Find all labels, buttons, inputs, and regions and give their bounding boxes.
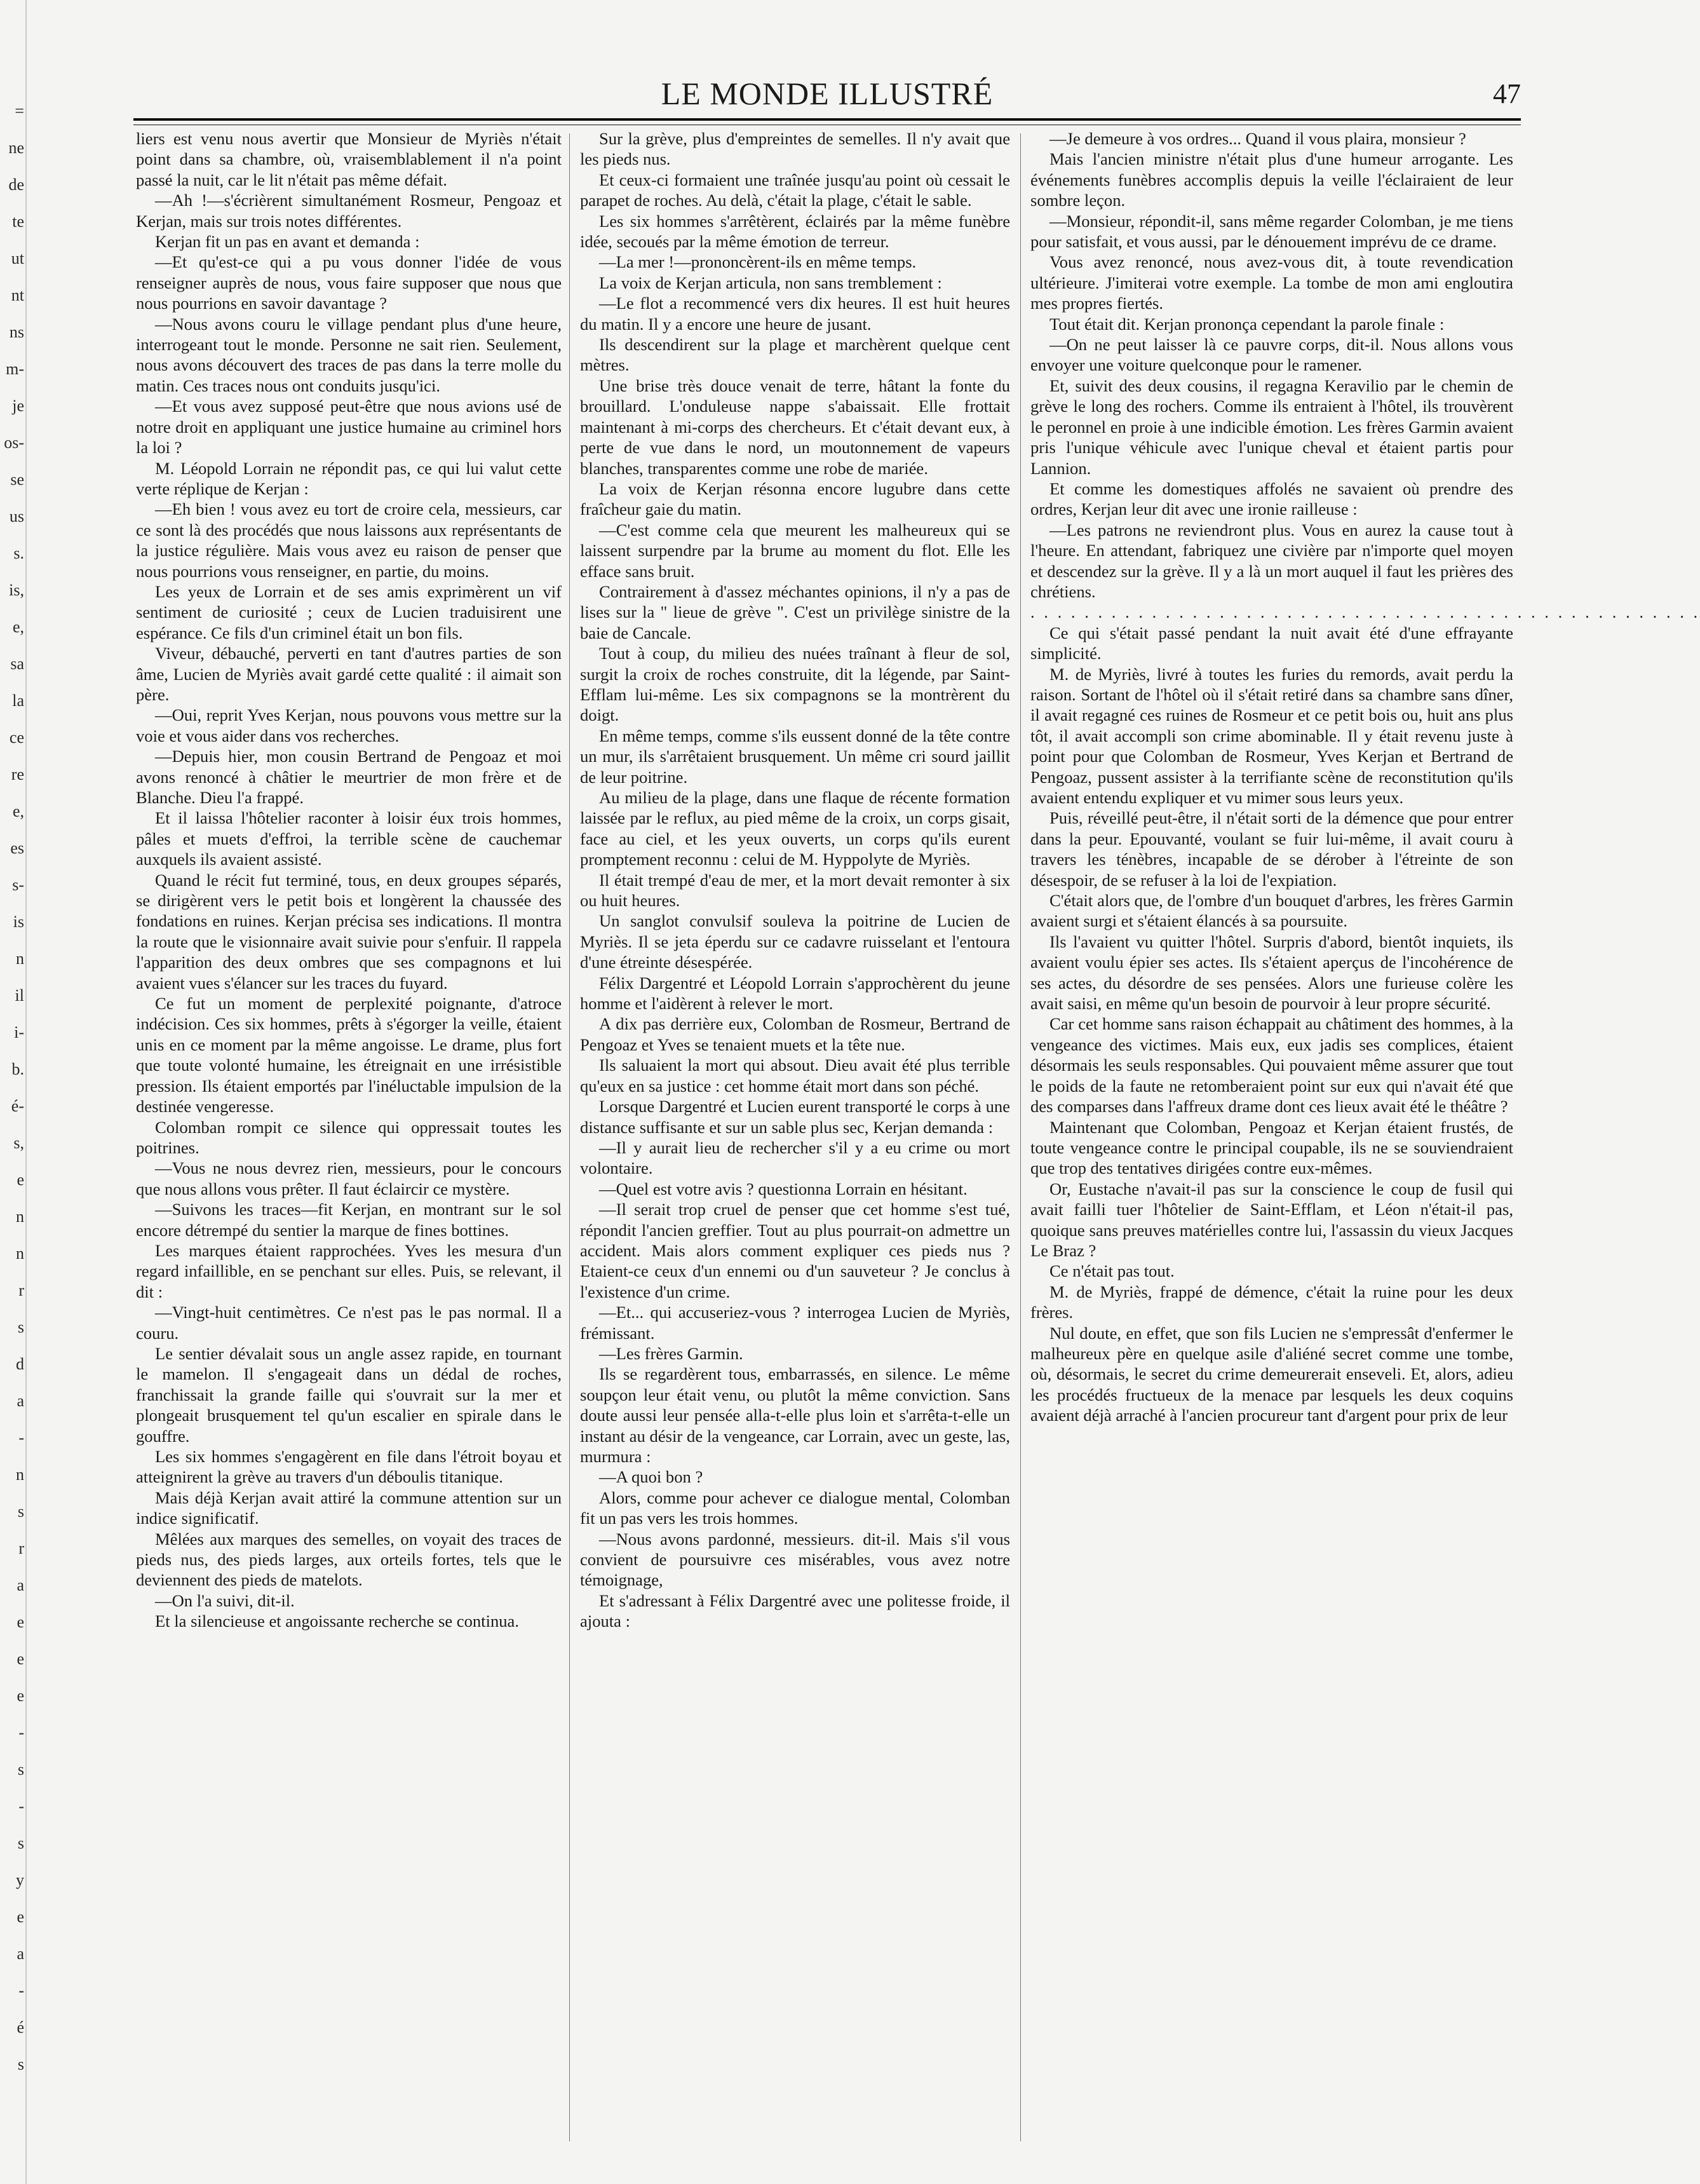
margin-fragment: es xyxy=(10,839,24,857)
paragraph: Ce fut un moment de perplexité poignante, d'atroce indécision. Ces six hommes, prêts à s'égorger la veille, étaient unis en ce moment par la même angoisse. Le drame, plus fort que toute volonté humaine, les étreignait en une irrésistible pression. Ils étaient emportés par l'inéluctable impulsion de la destinée vengeresse. xyxy=(136,994,562,1116)
margin-fragment: la xyxy=(12,691,24,710)
paragraph: liers est venu nous avertir que Monsieur de Myriès n'était point dans sa chambre, où, vraisemblablement il n'a point passé la nuit, car le lit n'était pas même défait. xyxy=(136,129,562,189)
paragraph: Or, Eustache n'avait-il pas sur la conscience le coup de fusil qui avait failli tuer l'hôtelier de Saint-Efflam, et Léon n'était-il pas, quoique sans preuves matérielles contre lui, l'assassin du vieux Jacques Le Braz ? xyxy=(1030,1179,1513,1260)
margin-fragment: ut xyxy=(11,249,24,268)
margin-fragment: d xyxy=(16,1355,24,1373)
paragraph: Et la silencieuse et angoissante recherche se continua. xyxy=(155,1611,519,1631)
page-header xyxy=(133,75,1521,116)
margin-fragment: a xyxy=(17,1944,24,1963)
paragraph: M. de Myriès, frappé de démence, c'était la ruine pour les deux frères. xyxy=(1030,1282,1513,1322)
margin-fragment: nt xyxy=(11,286,24,304)
paragraph: Et comme les domestiques affolés ne savaient où prendre des ordres, Kerjan leur dit avec une ironie railleuse : xyxy=(1030,478,1513,519)
margin-fragment: s xyxy=(17,1760,24,1779)
margin-fragment: ce xyxy=(9,728,24,747)
margin-fragment: - xyxy=(18,1797,24,1815)
paragraph: Et s'adressant à Félix Dargentré avec une politesse froide, il ajouta : xyxy=(580,1591,1010,1631)
paragraph: C'était alors que, de l'ombre d'un bouquet d'arbres, les frères Garmin avaient surgi et s'étaient élancés à sa poursuite. xyxy=(1030,891,1513,931)
paragraph: —La mer !—prononcèrent-ils en même temps. xyxy=(599,252,917,272)
paragraph: Mêlées aux marques des semelles, on voyait des traces de pieds nus, des pieds larges, aux orteils fortes, tels que le deviennent des pieds de matelots. xyxy=(136,1529,562,1590)
column-divider xyxy=(1020,133,1021,2141)
margin-fragment: é xyxy=(17,2018,24,2037)
paragraph: —Suivons les traces—fit Kerjan, en montrant sur le sol encore détrempé du sentier la marque de fines bottines. xyxy=(136,1200,562,1240)
margin-fragment: s xyxy=(17,1834,24,1852)
paragraph: —Depuis hier, mon cousin Bertrand de Pengoaz et moi avons renoncé à châtier le meurtrier de mon frère et de Blanche. Dieu l'a frappé. xyxy=(136,747,562,807)
paragraph: Il était trempé d'eau de mer, et la mort devait remonter à six ou huit heures. xyxy=(580,870,1010,911)
paragraph: Félix Dargentré et Léopold Lorrain s'approchèrent du jeune homme et l'aidèrent à relever le mort. xyxy=(580,973,1010,1014)
paragraph: —Nous avons pardonné, messieurs. dit-il. Mais s'il vous convient de poursuivre ces misérables, vous avez notre témoignage, xyxy=(580,1529,1010,1590)
paragraph: —A quoi bon ? xyxy=(599,1467,703,1487)
paragraph: Ce qui s'était passé pendant la nuit avait été d'une effrayante simplicité. xyxy=(1030,623,1513,663)
paragraph: —Monsieur, répondit-il, sans même regarder Colomban, je me tiens pour satisfait, et vous aussi, par le dénouement imprévu de ce drame. xyxy=(1030,211,1513,252)
margin-fragment: = xyxy=(15,102,24,120)
margin-fragment: - xyxy=(18,1428,24,1447)
paragraph: —Quel est votre avis ? questionna Lorrain en hésitant. xyxy=(599,1179,968,1198)
margin-fragment: re xyxy=(11,765,24,783)
paragraph: —Ah !—s'écrièrent simultanément Rosmeur, Pengoaz et Kerjan, mais sur trois notes différentes. xyxy=(136,191,562,231)
margin-fragment: a xyxy=(17,1392,24,1410)
paragraph: Lorsque Dargentré et Lucien eurent transporté le corps à une distance suffisante et sur un sable plus sec, Kerjan demanda : xyxy=(580,1097,1010,1137)
margin-fragment: - xyxy=(18,1723,24,1742)
left-margin-gutter xyxy=(0,0,27,2184)
paragraph: Et ceux-ci formaient une traînée jusqu'au point où cessait le parapet de roches. Au delà, c'était la plage, c'était le sable. xyxy=(580,170,1010,210)
margin-fragment: n xyxy=(16,1465,24,1484)
paragraph: Ils l'avaient vu quitter l'hôtel. Surpris d'abord, bientôt inquiets, ils avaient voulu épier ses actes. Ils s'étaient aperçus de l'incohérence de ses actes, du désordre de ses pensées. Alors une furieuse colère les avait saisi, en même qu'un besoin de pourvoir à leur propre sécurité. xyxy=(1030,932,1513,1014)
margin-fragment: e, xyxy=(12,618,24,636)
paragraph: Vous avez renoncé, nous avez-vous dit, à toute revendication ultérieure. J'imiterai votre exemple. La tombe de mon ami engloutira mes propres fiertés. xyxy=(1030,252,1513,313)
margin-fragment: - xyxy=(18,1981,24,2000)
margin-fragment: r xyxy=(18,1539,24,1557)
margin-fragment: e, xyxy=(12,802,24,820)
paragraph: —Et qu'est-ce qui a pu vous donner l'idée de vous renseigner auprès de nous, vous faire supposer que nous que nous pourrions en savoir davantage ? xyxy=(136,252,562,313)
margin-fragment: is xyxy=(13,912,24,931)
margin-fragment: s. xyxy=(13,544,24,562)
paragraph: Puis, réveillé peut-être, il n'était sorti de la démence que pour entrer dans la peur. Epouvanté, voulant se fuir lui-même, il avait couru à travers les ténèbres, incapable de se dérober à l'étreinte de son désespoir, de se refuser à la loi de l'expiation. xyxy=(1030,808,1513,890)
paragraph: Tout était dit. Kerjan prononça cependant la parole finale : xyxy=(1049,314,1445,334)
paragraph: Les six hommes s'engagèrent en file dans l'étroit boyau et atteignirent la grève au travers d'un déboulis titanique. xyxy=(136,1447,562,1487)
margin-fragment: y xyxy=(16,1871,24,1889)
margin-fragment: is, xyxy=(9,581,24,599)
margin-fragment: é- xyxy=(11,1097,24,1115)
paragraph: —Vingt-huit centimètres. Ce n'est pas le pas normal. Il a couru. xyxy=(136,1303,562,1343)
margin-fragment: e xyxy=(17,1170,24,1189)
paragraph: Une brise très douce venait de terre, hâtant la fonte du brouillard. L'onduleuse nappe s'abaissait. Elle frottait maintenant à mi-corps des chercheurs. Et c'était devant eux, à perte de vue dans le nord, un moutonnement de vapeurs blanches, transparentes comme une robe de mariée. xyxy=(580,376,1010,478)
margin-fragment: m- xyxy=(6,360,24,378)
margin-fragment: os- xyxy=(4,433,24,452)
paragraph: Contrairement à d'assez méchantes opinions, il n'y a pas de lises sur la " lieue de grève ". C'est un privilège sinistre de la baie de Cancale. xyxy=(580,581,1010,642)
paragraph: Maintenant que Colomban, Pengoaz et Kerjan étaient frustés, de toute vengeance contre le principal coupable, ils ne se souviendraient que trop des tentatives dirigées contre eux-mêmes. xyxy=(1030,1117,1513,1178)
margin-fragment: ne xyxy=(8,139,24,157)
margin-fragment: sa xyxy=(10,655,24,673)
margin-fragment: n xyxy=(16,1244,24,1263)
margin-fragment: e xyxy=(17,1650,24,1668)
margin-fragment: se xyxy=(10,470,24,489)
paragraph: Au milieu de la plage, dans une flaque de récente formation laissée par le reflux, au pied même de la croix, un corps gisait, face au ciel, et les yeux ouverts, un corps qu'ils eurent promptement reconnu : celui de M. Hyppolyte de Myriès. xyxy=(580,788,1010,869)
paragraph: —Nous avons couru le village pendant plus d'une heure, interrogeant tout le monde. Personne ne sait rien. Seulement, nous avons découvert des traces de pas dans la terre molle du matin. Ces traces nous ont conduits jusqu'ici. xyxy=(136,314,562,395)
paragraph: Ils descendirent sur la plage et marchèrent quelque cent mètres. xyxy=(580,335,1010,375)
margin-fragment: r xyxy=(18,1281,24,1299)
paragraph: La voix de Kerjan articula, non sans tremblement : xyxy=(599,273,942,292)
paragraph: Nul doute, en effet, que son fils Lucien ne s'empressât d'enfermer le malheureux père en quelque asile d'aliéné secret comme une tombe, où, désormais, le secret du crime demeurerait enseveli. Et, alors, adieu les procédés fructueux de la menace par lesquels les deux coquins avaient déjà arraché à l'ancien procureur tant d'argent pour prix de leur xyxy=(1030,1323,1513,1425)
margin-fragment: s, xyxy=(13,1134,24,1152)
header-rule-thick xyxy=(133,118,1521,121)
paragraph: M. de Myriès, livré à toutes les furies du remords, avait perdu la raison. Sortant de l'hôtel où il s'était retiré dans sa chambre sans dîner, il avait regagné ces ruines de Rosmeur et ce petit bois ou, huit ans plus tôt, il avait accompli son crime abominable. Il y était revenu juste à point pour que Colomban de Rosmeur, Yves Kerjan et Bertrand de Pengoaz, pussent assister à la terrifiante scène de reconstitution qu'ils avaient entendu expliquer et vu mimer sous leurs yeux. xyxy=(1030,664,1513,807)
paragraph: —Il serait trop cruel de penser que cet homme s'est tué, répondit l'ancien greffier. Tout au plus pourrait-on admettre un accident. Mais alors comment expliquer ces pieds nus ? Etaient-ce ceux d'un ennemi ou d'un sauveteur ? Je conclus à l'existence d'un crime. xyxy=(580,1200,1010,1301)
paragraph: —Le flot a recommencé vers dix heures. Il est huit heures du matin. Il y a encore une heure de jusant. xyxy=(580,294,1010,334)
margin-fragment: b. xyxy=(11,1060,24,1078)
paragraph: A dix pas derrière eux, Colomban de Rosmeur, Bertrand de Pengoaz et Yves se tenaient muets et la tête nue. xyxy=(580,1014,1010,1054)
paragraph: Les six hommes s'arrêtèrent, éclairés par la même funèbre idée, secoués par la même émotion de terreur. xyxy=(580,211,1010,252)
paragraph: Ce n'était pas tout. xyxy=(1049,1261,1175,1281)
paragraph: Colomban rompit ce silence qui oppressait toutes les poitrines. xyxy=(136,1117,562,1157)
paragraph: —Il y aurait lieu de rechercher s'il y a eu crime ou mort volontaire. xyxy=(580,1137,1010,1178)
paragraph: —Oui, reprit Yves Kerjan, nous pouvons vous mettre sur la voie et vous aider dans vos recherches. xyxy=(136,705,562,745)
paragraph: Quand le récit fut terminé, tous, en deux groupes séparés, se dirigèrent vers le petit bois et longèrent la chaussée des fondations en ruines. Kerjan précisa ses indications. Il montra la route que le visionnaire avait suivie pour s'enfuir. Il rappela l'apparition des deux ombres que ses compagnons et lui avaient vues s'élancer sur les traces du fuyard. xyxy=(136,870,562,993)
margin-fragment: je xyxy=(12,397,24,415)
margin-fragment: e xyxy=(17,1686,24,1705)
margin-fragment: e xyxy=(17,1908,24,1926)
paragraph: Un sanglot convulsif souleva la poitrine de Lucien de Myriès. Il se jeta éperdu sur ce cadavre ruisselant et l'entoura d'une étreinte désespérée. xyxy=(580,911,1010,972)
paragraph: Les marques étaient rapprochées. Yves les mesura d'un regard infaillible, en se penchant sur elles. Puis, se relevant, il dit : xyxy=(136,1240,562,1301)
paragraph: —On ne peut laisser là ce pauvre corps, dit-il. Nous allons vous envoyer une voiture quelconque pour le ramener. xyxy=(1030,335,1513,375)
margin-fragment: s xyxy=(17,2055,24,2073)
paragraph: —C'est comme cela que meurent les malheureux qui se laissent surpendre par la brume au moment du flot. Elle les efface sans bruit. xyxy=(580,520,1010,581)
page-number: 47 xyxy=(1493,78,1521,109)
paragraph: Mais l'ancien ministre n'était plus d'une humeur arrogante. Les événements funèbres accomplis depuis la veille l'éclairaient de leur sombre leçon. xyxy=(1030,149,1513,210)
paragraph: Et, suivit des deux cousins, il regagna Keravilio par le chemin de grève le long des rochers. Comme ils entraient à l'hôtel, ils trouvèrent le peronnel en proie à une indicible émotion. Les frères Garmin avaient pris l'unique véhicule avec l'unique cheval et étaient partis pour Lannion. xyxy=(1030,376,1513,478)
margin-fragment: n xyxy=(16,949,24,968)
paragraph: Tout à coup, du milieu des nuées traînant à fleur de sol, surgit la croix de roches construite, dit la légende, par Saint-Efflam lui-même. Les six compagnons se la montrèrent du doigt. xyxy=(580,644,1010,725)
paragraph: Alors, comme pour achever ce dialogue mental, Colomban fit un pas vers les trois hommes. xyxy=(580,1488,1010,1528)
text-column-3 xyxy=(1030,128,1700,2162)
paragraph: Le sentier dévalait sous un angle assez rapide, en tournant le mamelon. Il s'engageait dans un dédal de roches, franchissait la grande faille qui s'ouvrait sur la mer et plongeait brusquement tel qu'un escalier en spirale dans le gouffre. xyxy=(136,1343,562,1446)
margin-fragment: de xyxy=(8,175,24,194)
paragraph: —Les patrons ne reviendront plus. Vous en aurez la cause tout à l'heure. En attendant, fabriquez une civière par n'importe quel moyen et descendez sur la grève. Il y a là un mort auquel il faut les prières des chrétiens. xyxy=(1030,520,1513,601)
paragraph: La voix de Kerjan résonna encore lugubre dans cette fraîcheur gaie du matin. xyxy=(580,478,1010,519)
paragraph: —Je demeure à vos ordres... Quand il vous plaira, monsieur ? xyxy=(1049,129,1466,148)
paragraph: —Eh bien ! vous avez eu tort de croire cela, messieurs, car ce sont là des procédés que nous laissons aux représentants de la justice régulière. Mais vous avez eu raison de penser que nous pourrions vous renseigner, en partie, du moins. xyxy=(136,499,562,581)
paragraph: Mais déjà Kerjan avait attiré la commune attention sur un indice significatif. xyxy=(136,1488,562,1528)
paragraph: Kerjan fit un pas en avant et demanda : xyxy=(155,232,420,252)
column-divider xyxy=(569,133,570,2141)
paragraph: Viveur, débauché, perverti en tant d'autres parties de son âme, Lucien de Myriès avait gardé cette qualité : il aimait son père. xyxy=(136,644,562,704)
margin-fragment: i- xyxy=(14,1023,24,1041)
paragraph: —Et vous avez supposé peut-être que nous avions usé de notre droit en appliquant une justice humaine au criminel hors la loi ? xyxy=(136,397,562,458)
paragraph: —Vous ne nous devrez rien, messieurs, pour le concours que nous allons vous prêter. Il faut éclaircir ce mystère. xyxy=(136,1158,562,1198)
text-column-2 xyxy=(580,128,1010,2162)
text-column-1 xyxy=(136,128,562,2162)
paragraph: —Les frères Garmin. xyxy=(599,1343,743,1363)
paragraph: —Et... qui accuseriez-vous ? interrogea Lucien de Myriès, frémissant. xyxy=(580,1303,1010,1343)
margin-fragment: il xyxy=(15,986,24,1005)
margin-fragment: n xyxy=(16,1207,24,1226)
masthead-title: LE MONDE ILLUSTRÉ xyxy=(661,76,994,111)
paragraph: . . . . . . . . . . . . . . . . . . . . . . . . . . . . . . . . . . . . . . . . . . . . . . . . . . xyxy=(1030,602,1700,622)
margin-fragment: a xyxy=(17,1576,24,1594)
margin-fragment: te xyxy=(12,212,24,231)
margin-fragment: s xyxy=(17,1502,24,1521)
margin-fragment: s- xyxy=(12,876,24,894)
paragraph: En même temps, comme s'ils eussent donné de la tête contre un mur, ils s'arrêtaient brusquement. Un même cri sourd jaillit de leur poitrine. xyxy=(580,726,1010,787)
paragraph: Ils saluaient la mort qui absout. Dieu avait été plus terrible qu'eux en sa justice : cet homme était mort dans son péché. xyxy=(580,1055,1010,1095)
paragraph: Ils se regardèrent tous, embarrassés, en silence. Le même soupçon leur était venu, ou plutôt la même conviction. Sans doute aussi leur pensée alla-t-elle plus loin et s'arrêta-t-elle un instant au désir de la vengeance, car Lorrain, avec un geste, las, murmura : xyxy=(580,1364,1010,1466)
paragraph: —On l'a suivi, dit-il. xyxy=(155,1591,295,1610)
margin-fragment: e xyxy=(17,1613,24,1631)
paragraph: Sur la grève, plus d'empreintes de semelles. Il n'y avait que les pieds nus. xyxy=(580,129,1010,169)
paragraph: Les yeux de Lorrain et de ses amis exprimèrent un vif sentiment de curiosité ; ceux de Lucien traduisirent une espérance. Ce fils d'un criminel était un bon fils. xyxy=(136,581,562,642)
margin-fragment: ns xyxy=(9,323,24,341)
paragraph: M. Léopold Lorrain ne répondit pas, ce qui lui valut cette verte réplique de Kerjan : xyxy=(136,458,562,498)
margin-fragment: s xyxy=(17,1318,24,1336)
margin-fragment: us xyxy=(9,507,24,526)
paragraph: Et il laissa l'hôtelier raconter à loisir éux trois hommes, pâles et muets d'effroi, la terrible scène de cauchemar auxquels ils avaient assisté. xyxy=(136,808,562,869)
paragraph: Car cet homme sans raison échappait au châtiment des hommes, à la vengeance des victimes. Mais eux, eux jadis ses complices, étaient désormais les seuls responsables. Qui pouvaient même assurer que tout le poids de la faute ne retomberaient point sur eux qui n'avait été que des comparses dans l'affreux drame dont ces lieux avait été le théâtre ? xyxy=(1030,1014,1513,1116)
